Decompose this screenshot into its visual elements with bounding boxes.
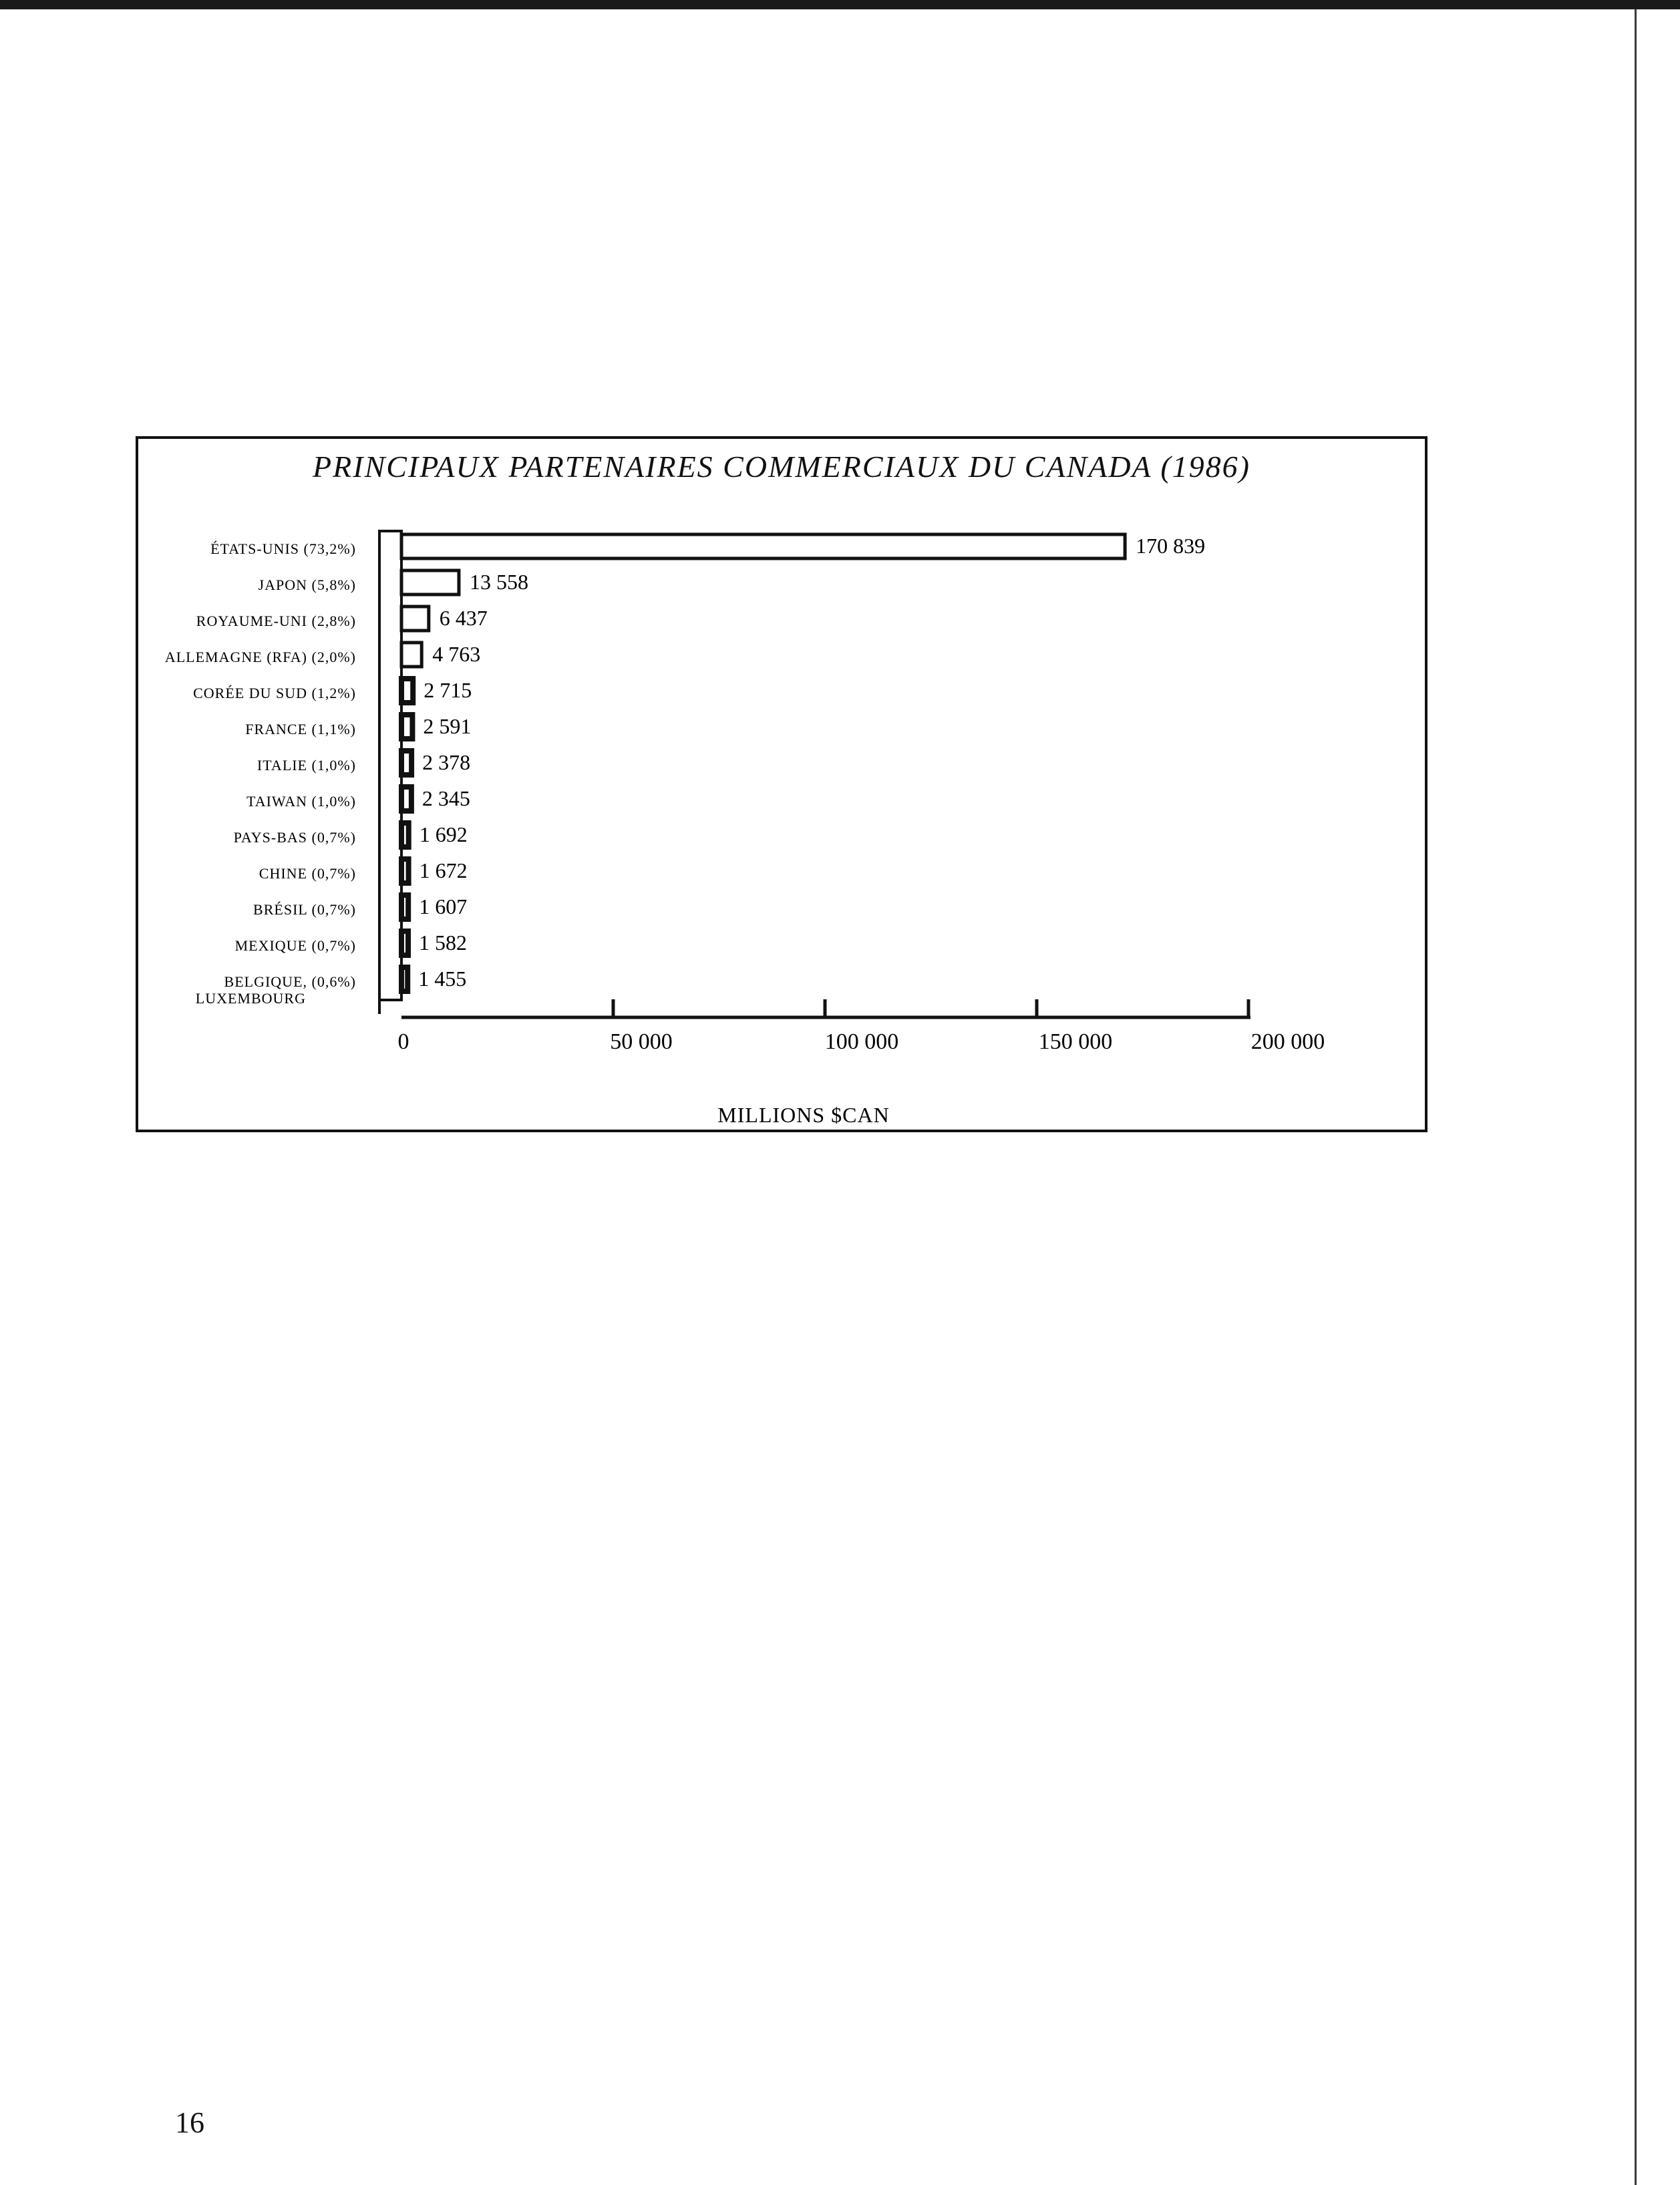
- bar: [401, 534, 1125, 558]
- bar: [401, 643, 422, 667]
- x-axis-title: MILLIONS $CAN: [717, 1103, 890, 1127]
- bar: [401, 823, 409, 847]
- category-axis-box: [379, 531, 401, 1000]
- bar: [401, 715, 412, 739]
- category-label: ALLEMAGNE (RFA) (2,0%): [164, 649, 356, 665]
- category-label: MEXIQUE (0,7%): [234, 937, 356, 954]
- x-tick-label: 0: [397, 1029, 409, 1054]
- bar: [401, 931, 408, 955]
- bar: [401, 679, 413, 703]
- category-label: ROYAUME-UNI (2,8%): [196, 613, 356, 629]
- category-label: PAYS-BAS (0,7%): [233, 829, 356, 846]
- bar-value-label: 170 839: [1136, 534, 1206, 558]
- bar: [401, 787, 411, 811]
- x-tick-label: 200 000: [1250, 1029, 1325, 1054]
- bar-value-label: 2 345: [422, 786, 470, 810]
- bar-value-label: 2 715: [424, 678, 472, 702]
- bar-value-label: 1 455: [418, 967, 467, 991]
- bar-value-label: 13 558: [469, 570, 528, 594]
- bar-value-label: 1 582: [419, 931, 468, 955]
- category-label: TAIWAN (1,0%): [246, 793, 356, 810]
- category-label: ITALIE (1,0%): [257, 757, 356, 774]
- bar: [401, 751, 411, 775]
- bar-value-label: 6 437: [439, 606, 488, 630]
- bar-value-label: 1 607: [419, 894, 468, 918]
- bar-value-label: 1 672: [419, 858, 468, 882]
- bar-value-label: 2 378: [422, 750, 471, 774]
- category-label: BRÉSIL (0,7%): [253, 901, 356, 918]
- chart-title: PRINCIPAUX PARTENAIRES COMMERCIAUX DU CANADA (1986): [313, 450, 1250, 484]
- bar: [401, 859, 409, 883]
- bar-value-label: 4 763: [432, 642, 481, 666]
- category-label: CHINE (0,7%): [259, 865, 356, 882]
- bar: [401, 967, 407, 991]
- bar-value-label: 1 692: [419, 822, 468, 846]
- category-label: BELGIQUE, (0,6%) LUXEMBOURG: [195, 973, 356, 1007]
- x-tick-label: 150 000: [1038, 1029, 1113, 1054]
- bar: [401, 570, 459, 595]
- category-label: JAPON (5,8%): [258, 576, 356, 593]
- page-number: 16: [175, 2106, 204, 2139]
- category-label: FRANCE (1,1%): [245, 721, 356, 737]
- category-label: CORÉE DU SUD (1,2%): [193, 685, 356, 701]
- bar: [401, 607, 429, 631]
- x-tick-label: 100 000: [824, 1029, 899, 1054]
- bar: [401, 895, 408, 919]
- bar-value-label: 2 591: [423, 714, 472, 738]
- category-label: ÉTATS-UNIS (73,2%): [210, 540, 356, 557]
- x-tick-label: 50 000: [610, 1029, 673, 1054]
